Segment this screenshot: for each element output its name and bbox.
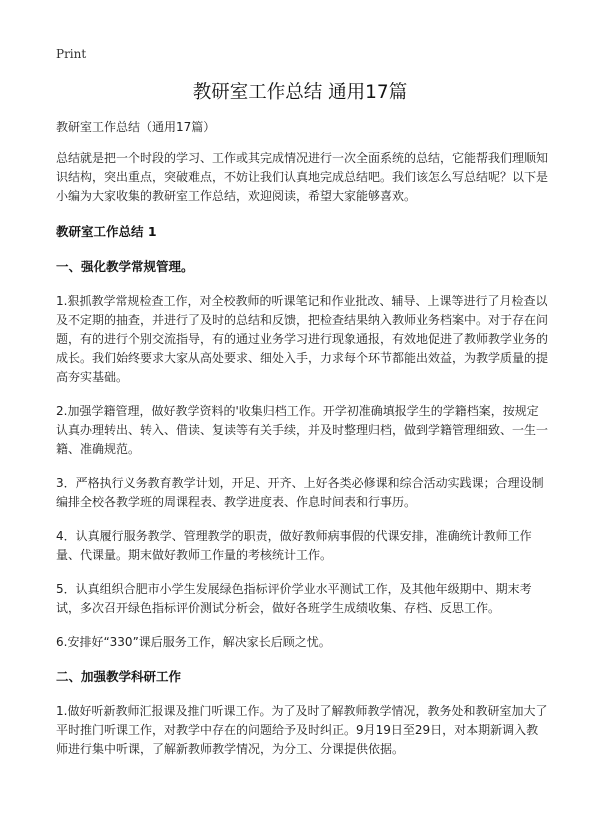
paragraph: 4．认真履行服务教学、管理教学的职责，做好教师病事假的代课安排，准确统计教师工作量、代课量。期末做好教师工作量的考核统计工作。 [56,529,532,562]
paragraph: 5．认真组织合肥市小学生发展绿色指标评价学业水平测试工作，及其他年级期中、期末考试，多次召开绿色指标评价测试分析会，做好各班学生成绩收集、存档、反思工作。 [56,582,532,615]
paragraph: 1.狠抓教学常规检查工作，对全校教师的听课笔记和作业批改、辅导、上课等进行了月检查以及不定期的抽查，并进行了及时的总结和反馈，把检查结果纳入教师业务档案中。对于存在问题，有的进行个别交流指导，有的通过业务学习进行现象通报，有效地促进了教师教学业务的成长。我们始终要求大家从高处要求、细处入手，力求每个环节都能出效益，为教学质量的提高夯实基础。 [56,294,549,384]
paragraph: 6.安排好“330”课后服务工作，解决家长后顾之忧。 [56,635,331,649]
document-body [56,118,548,774]
print-link[interactable]: Print [56,47,87,61]
part1-heading: 一、强化教学常规管理。 [56,259,194,274]
paragraph: 1.做好听新教师汇报课及推门听课工作。为了及时了解教师教学情况，教务处和教研室加大了平时推门听课工作，对教学中存在的问题给予及时纠正。9月19日至29日，对本期新调入教师进行集中听课，了解新教师教学情况，为分工、分课提供依据。 [56,704,548,756]
intro-paragraph: 总结就是把一个时段的学习、工作或其完成情况进行一次全面系统的总结，它能帮我们理顺知识结构，突出重点，突破难点，不妨让我们认真地完成总结吧。我们该怎么写总结呢？以下是小编为大家收集的教研室工作总结，欢迎阅读，希望大家能够喜欢。 [56,151,549,203]
paragraph: 2.加强学籍管理，做好教学资料的'收集归档工作。开学初准确填报学生的学籍档案，按规定认真办理转出、转入、借读、复读等有关手续，并及时整理归档，做到学籍管理细致、一生一籍、准确规范。 [56,404,549,456]
part2-heading: 二、加强教学科研工作 [56,669,182,684]
document-subtitle: 教研室工作总结（通用17篇） [56,120,216,134]
page-title: 教研室工作总结 通用17篇 [192,82,408,103]
paragraph: 3．严格执行义务教育教学计划，开足、开齐、上好各类必修课和综合活动实践课；合理设制编排全校各教学班的周课程表、教学进度表、作息时间表和行事历。 [56,476,544,509]
section-title: 教研室工作总结 1 [56,224,157,239]
